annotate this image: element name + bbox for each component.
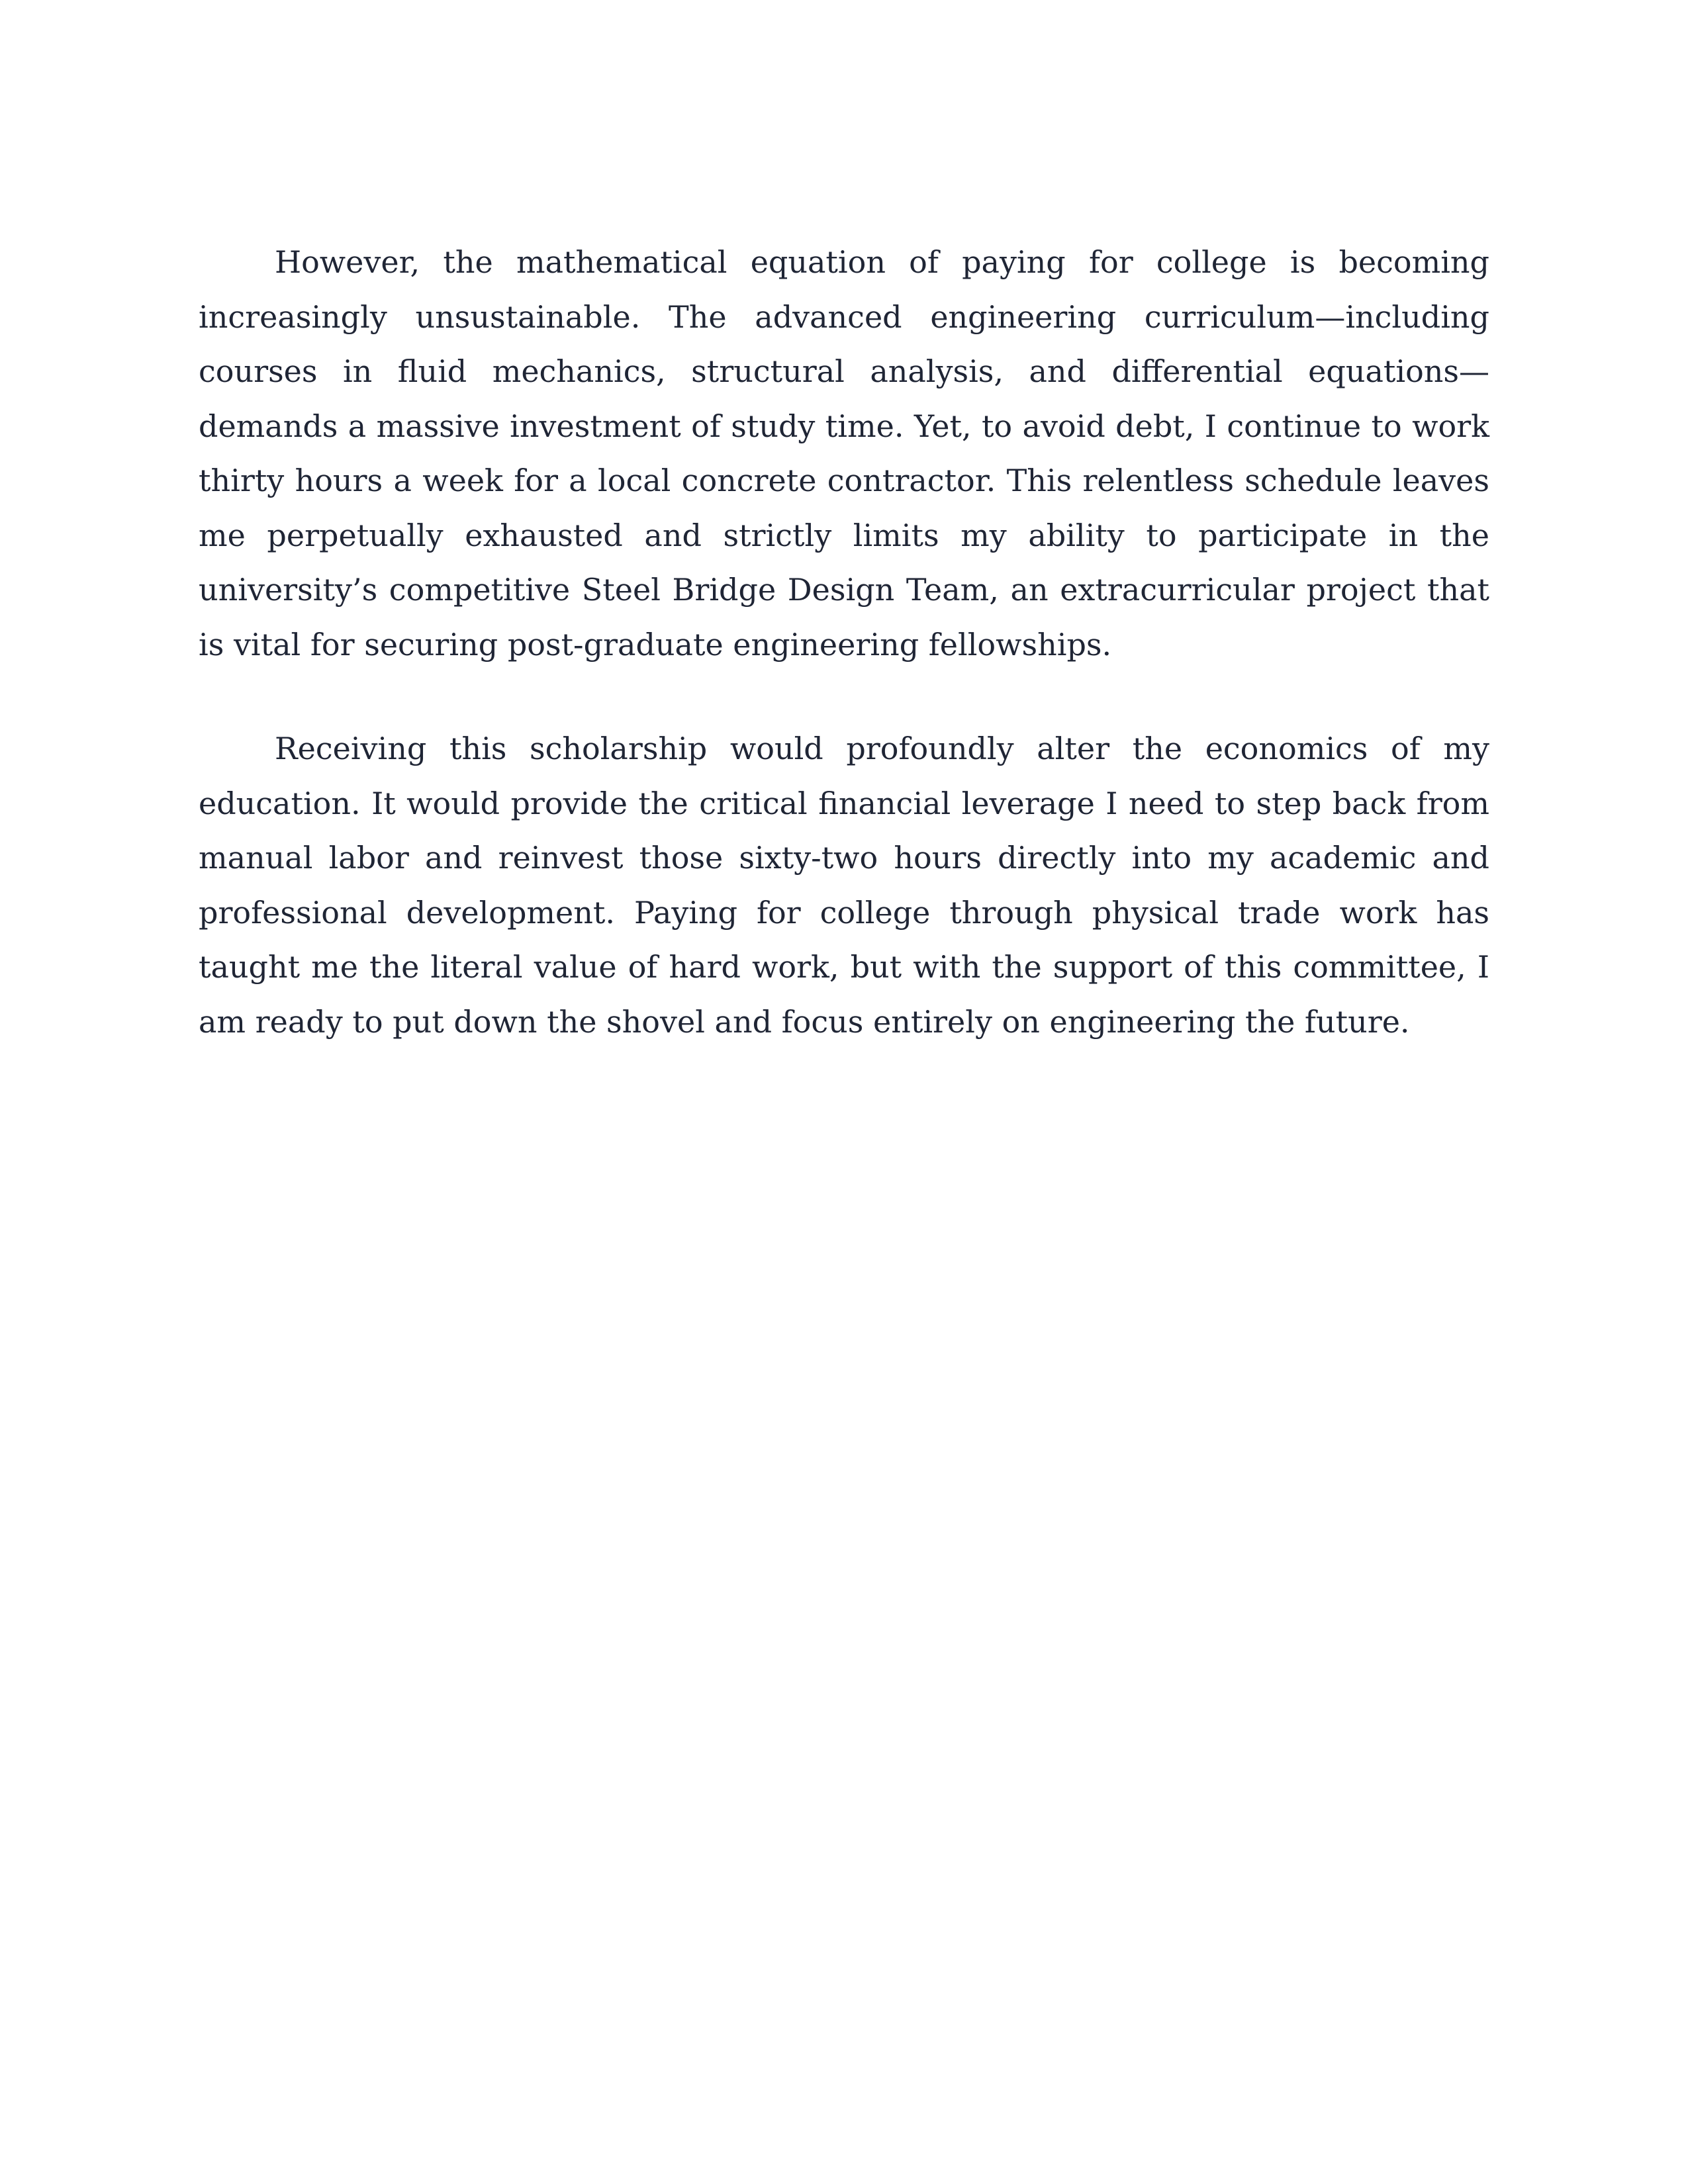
paragraph-2: Receiving this scholarship would profoundly alter the economics of my education. It would provide the critical financial leverage I need to step back from manual labor and reinvest those sixty-two hours directly into my academic and professional development. Paying for college through physical trade work has taught me the literal value of hard work, but with the support of this committee, I am ready to put down the shovel and focus entirely on engineering the future. — [199, 731, 1489, 1040]
paragraph-1: However, the mathematical equation of paying for college is becoming increasingly unsustainable. The advanced engineering curriculum—including courses in fluid mechanics, structural analysis, and differential equations—demands a massive investment of study time. Yet, to avoid debt, I continue to work thirty hours a week for a local concrete contractor. This relentless schedule leaves me perpetually exhausted and strictly limits my ability to participate in the university’s competitive Steel Bridge Design Team, an extracurricular project that is vital for securing post-graduate engineering fellowships. — [199, 244, 1489, 662]
essay-body — [199, 235, 1489, 1049]
